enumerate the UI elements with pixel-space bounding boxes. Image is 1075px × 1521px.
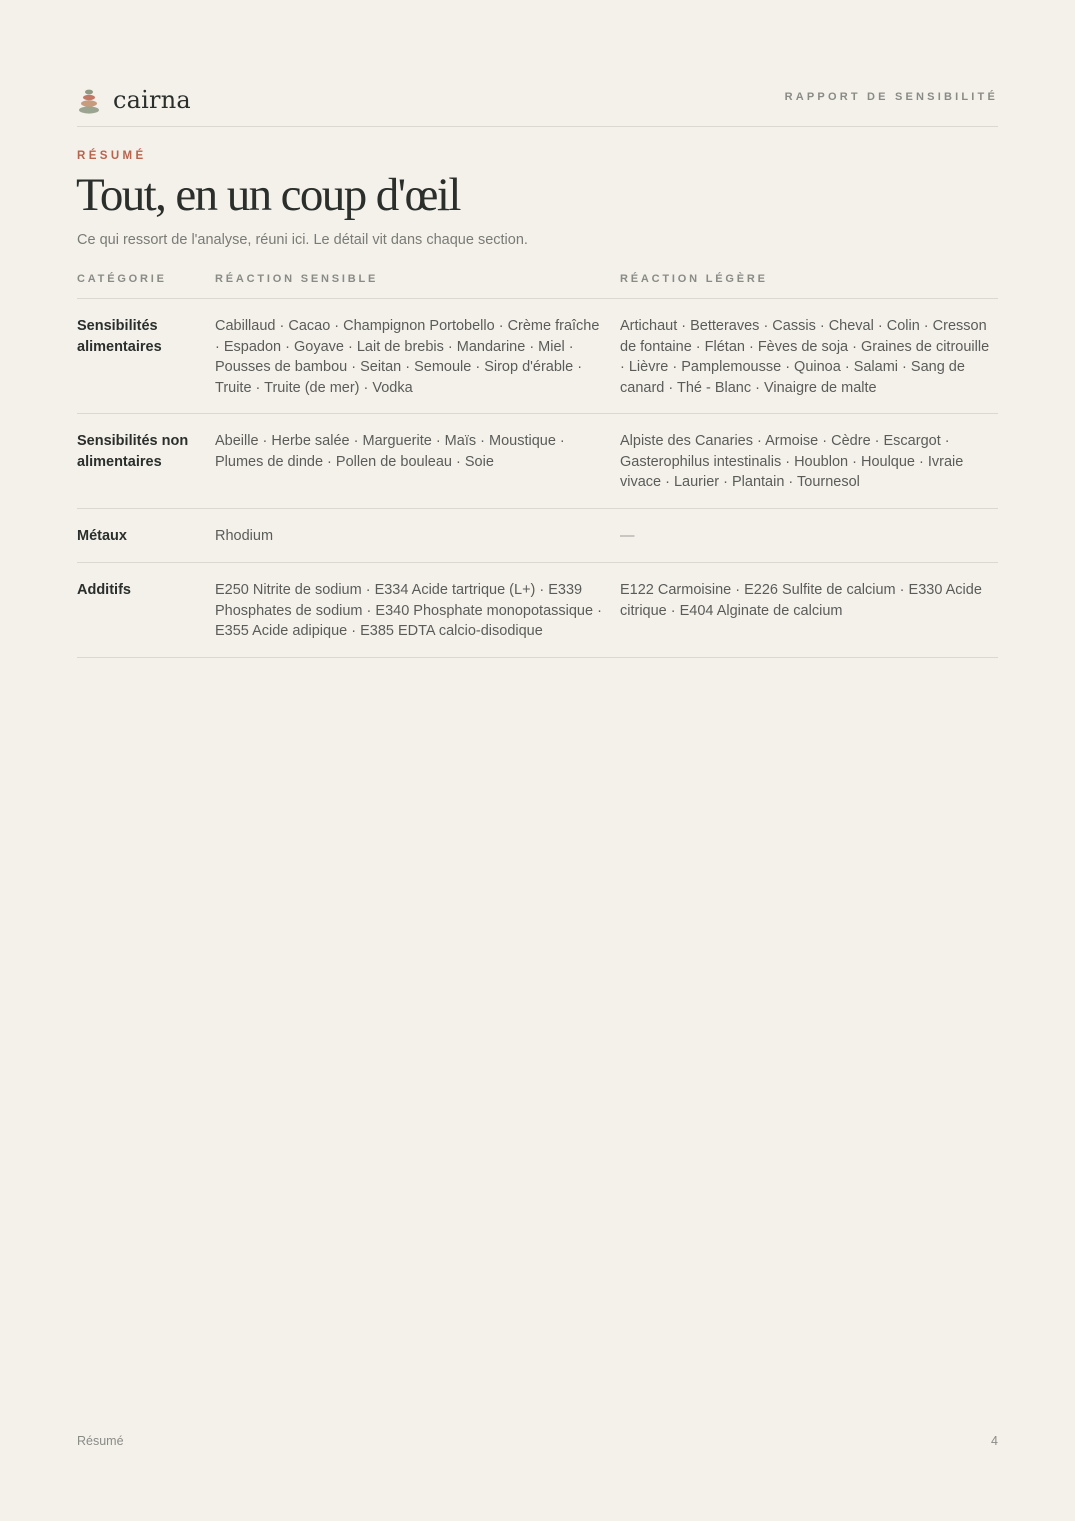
row-light-reactions: E122 Carmoisine · E226 Sulfite de calcium · E330 Acide citrique · E404 Alginate de calcium [620, 582, 982, 619]
column-header-category: CATÉGORIE [77, 273, 167, 285]
table-row [77, 509, 998, 563]
table-header [77, 270, 998, 299]
table-row [77, 299, 998, 414]
section-eyebrow: RÉSUMÉ [77, 150, 147, 162]
report-header [77, 82, 998, 127]
page-subtitle: Ce qui ressort de l'analyse, réuni ici. Le détail vit dans chaque section. [77, 232, 528, 248]
row-light-reactions: — [620, 528, 635, 544]
row-category: Métaux [77, 528, 127, 544]
row-category: Sensibilités non alimentaires [77, 433, 189, 470]
row-category: Additifs [77, 582, 131, 598]
row-sensitive-reactions: Cabillaud · Cacao · Champignon Portobello · Crème fraîche · Espadon · Goyave · Lait de brebis · Mandarine · Miel · Pousses de bambou · Seitan · Semoule · Sirop d'érable · Truite · Truite (de mer) · Vodka [215, 318, 600, 396]
stacked-stones-icon [77, 86, 101, 114]
page-title: Tout, en un coup d'œil [76, 169, 460, 221]
row-category: Sensibilités alimentaires [77, 318, 162, 355]
row-sensitive-reactions: Rhodium [215, 528, 274, 544]
brand-name: cairna [113, 86, 191, 114]
summary-table [77, 270, 998, 658]
footer-page-number: 4 [991, 1434, 998, 1448]
row-light-reactions: Alpiste des Canaries · Armoise · Cèdre · Escargot · Gasterophilus intestinalis · Houblon · Houlque · Ivraie vivace · Laurier · Plantain · Tournesol [620, 433, 964, 490]
column-header-sensitive: RÉACTION SENSIBLE [215, 273, 379, 285]
row-sensitive-reactions: Abeille · Herbe salée · Marguerite · Maïs · Moustique · Plumes de dinde · Pollen de bouleau · Soie [215, 433, 565, 470]
row-light-reactions: Artichaut · Betteraves · Cassis · Cheval · Colin · Cresson de fontaine · Flétan · Fèves de soja · Graines de citrouille · Lièvre · Pamplemousse · Quinoa · Salami · Sang de canard · Thé - Blanc · Vinaigre de malte [620, 318, 990, 396]
row-sensitive-reactions: E250 Nitrite de sodium · E334 Acide tartrique (L+) · E339 Phosphates de sodium · E340 Phosphate monopotassique · E355 Acide adipique · E385 EDTA calcio-disodique [215, 582, 602, 639]
report-type-label: RAPPORT DE SENSIBILITÉ [784, 91, 998, 103]
column-header-light: RÉACTION LÉGÈRE [620, 273, 768, 285]
brand [77, 85, 191, 115]
table-row [77, 414, 998, 509]
footer-section-name: Résumé [77, 1434, 124, 1448]
table-row [77, 563, 998, 658]
